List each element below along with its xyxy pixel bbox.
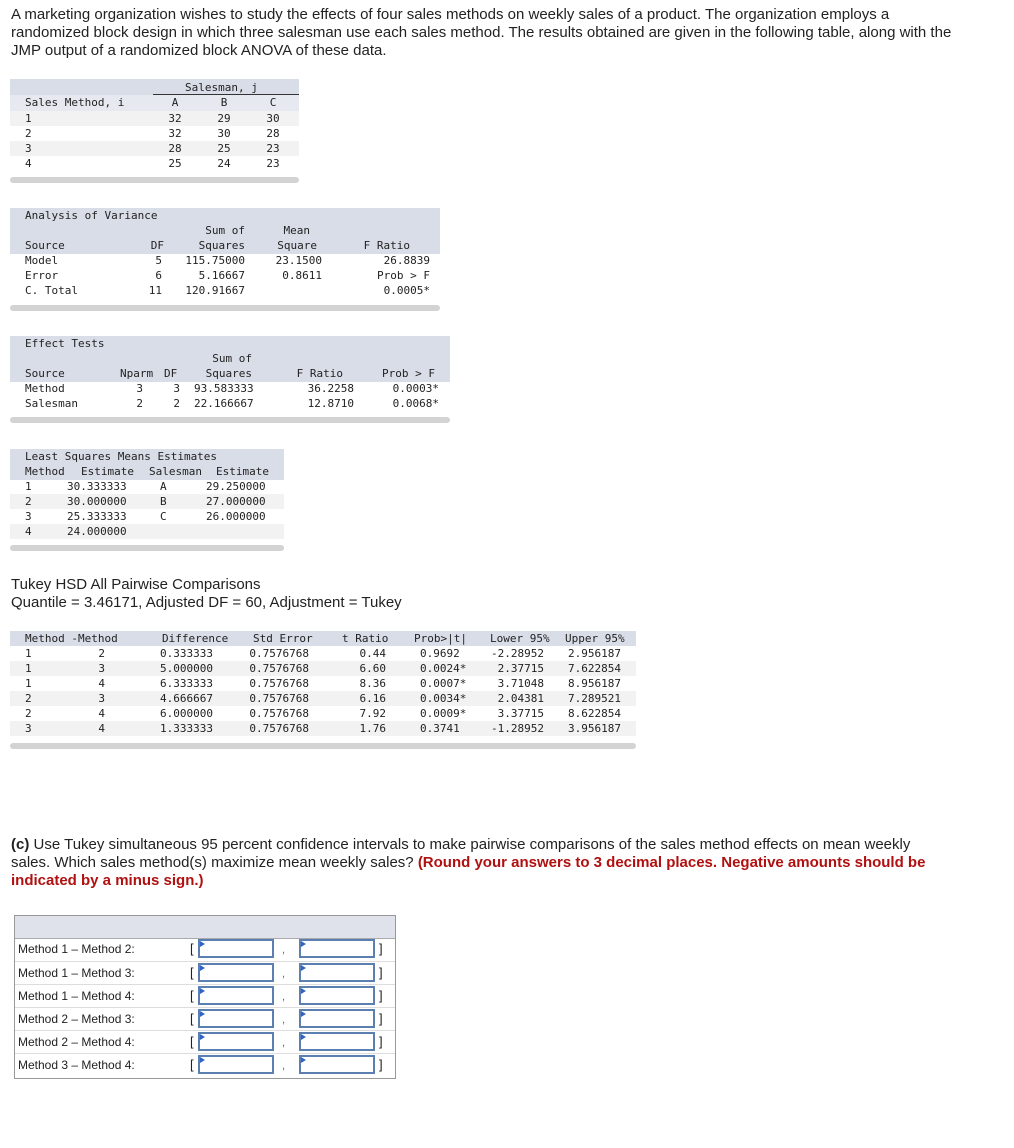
effects-header: Sum of xyxy=(212,352,252,365)
effects-header: Nparm xyxy=(120,367,154,380)
tukey-se-cell: 0.7576768 xyxy=(249,722,309,735)
tukey-p-cell: 0.9692 xyxy=(420,647,460,660)
upper-bound-input[interactable] xyxy=(299,963,375,982)
tukey-diff-cell: 1.333333 xyxy=(160,722,213,735)
effects-header: Squares xyxy=(205,367,252,380)
tukey-method1-cell: 2 xyxy=(25,692,32,705)
tukey-se-cell: 0.7576768 xyxy=(249,662,309,675)
open-bracket: [ xyxy=(190,1057,194,1072)
open-bracket: [ xyxy=(190,941,194,956)
tukey-diff-cell: 5.000000 xyxy=(160,662,213,675)
col-header-b: B xyxy=(220,96,228,109)
lsm-estimate-cell: 30.333333 xyxy=(67,480,127,493)
separator: , xyxy=(282,944,286,956)
tukey-lower-cell: 3.71048 xyxy=(497,677,544,690)
answer-row xyxy=(15,1007,395,1031)
tukey-subtitle: Quantile = 3.46171, Adjusted DF = 60, Adjustment = Tukey xyxy=(11,594,402,611)
table-row-stripe xyxy=(10,141,299,156)
tukey-t-cell: 0.44 xyxy=(359,647,386,660)
method-cell: 3 xyxy=(25,142,32,155)
effects-nparm-cell: 3 xyxy=(136,382,143,395)
anova-ms-cell: 23.1500 xyxy=(275,254,322,267)
tukey-t-cell: 1.76 xyxy=(359,722,386,735)
lsm-method-cell: 2 xyxy=(25,495,32,508)
lsm-header: Estimate xyxy=(216,465,269,478)
effects-source-cell: Salesman xyxy=(25,397,78,410)
lsm-estimate-cell: 25.333333 xyxy=(67,510,127,523)
lsm-method-cell: 3 xyxy=(25,510,32,523)
question-text: Use Tukey simultaneous 95 percent confidence intervals to make pairwise comparisons of the sales method effects on mean weekly sales. Which sales method(s) maximize mean weekly sales? xyxy=(11,836,911,871)
lsm-salesman-cell: A xyxy=(160,480,167,493)
sales-data-table xyxy=(10,79,299,184)
effects-nparm-cell: 2 xyxy=(136,397,143,410)
value-cell: 25 xyxy=(168,157,182,170)
separator: , xyxy=(282,968,286,980)
lsm-method-cell: 1 xyxy=(25,480,32,493)
open-bracket: [ xyxy=(190,988,194,1003)
tukey-title: Tukey HSD All Pairwise Comparisons xyxy=(11,576,261,593)
tukey-se-cell: 0.7576768 xyxy=(249,707,309,720)
question-instruction: (Round your answers to 3 decimal places. Negative amounts should be indicated by a minus sign.) xyxy=(11,854,926,889)
tukey-header: Upper 95% xyxy=(565,632,625,645)
effects-p-cell: 0.0003* xyxy=(392,382,439,395)
value-cell: 23 xyxy=(266,142,280,155)
tukey-diff-cell: 4.666667 xyxy=(160,692,213,705)
answer-row-label: Method 2 – Method 4: xyxy=(18,1035,135,1049)
lsm-header: Salesman xyxy=(149,465,202,478)
anova-df-cell: 6 xyxy=(155,269,162,282)
tukey-header: Lower 95% xyxy=(490,632,550,645)
separator: , xyxy=(282,1037,286,1049)
effects-ss-cell: 93.583333 xyxy=(194,382,254,395)
tukey-lower-cell: 2.04381 xyxy=(497,692,544,705)
tukey-lower-cell: -2.28952 xyxy=(491,647,544,660)
lower-bound-input[interactable] xyxy=(198,963,274,982)
lsm-header: Method xyxy=(25,465,65,478)
tukey-header: Std Error xyxy=(253,632,313,645)
col-header-c: C xyxy=(269,96,277,109)
anova-df-cell: 5 xyxy=(155,254,162,267)
tukey-diff-cell: 6.000000 xyxy=(160,707,213,720)
tukey-header: t Ratio xyxy=(342,632,389,645)
effects-df-cell: 2 xyxy=(173,397,180,410)
salesman-header: Salesman, j xyxy=(185,81,258,94)
tukey-p-cell: 0.0009* xyxy=(420,707,467,720)
anova-header: Source xyxy=(25,239,65,252)
answer-row xyxy=(15,1053,395,1077)
tukey-upper-cell: 8.622854 xyxy=(568,707,621,720)
answer-row-label: Method 1 – Method 4: xyxy=(18,989,135,1003)
tukey-header: Difference xyxy=(162,632,229,645)
upper-bound-input[interactable] xyxy=(299,1055,375,1074)
tukey-header: Prob>|t| xyxy=(414,632,467,645)
effect-tests-table xyxy=(10,336,450,428)
tukey-method1-cell: 1 xyxy=(25,677,32,690)
lsm-salesman-cell: C xyxy=(160,510,167,523)
tukey-method2-cell: 4 xyxy=(98,677,105,690)
tukey-diff-cell: 0.333333 xyxy=(160,647,213,660)
value-cell: 25 xyxy=(217,142,231,155)
close-bracket: ] xyxy=(379,965,383,980)
tukey-method1-cell: 3 xyxy=(25,722,32,735)
answer-row-label: Method 1 – Method 2: xyxy=(18,942,135,956)
upper-bound-input[interactable] xyxy=(299,1009,375,1028)
anova-f-cell: 26.8839 xyxy=(383,254,430,267)
method-cell: 1 xyxy=(25,112,32,125)
answer-row-label: Method 1 – Method 3: xyxy=(18,966,135,980)
close-bracket: ] xyxy=(379,1011,383,1026)
lsm-salesman-estimate-cell: 26.000000 xyxy=(206,510,266,523)
method-cell: 2 xyxy=(25,127,32,140)
anova-ss-cell: 120.91667 xyxy=(185,284,245,297)
lsm-salesman-cell: B xyxy=(160,495,167,508)
tukey-lower-cell: 3.37715 xyxy=(497,707,544,720)
separator: , xyxy=(282,991,286,1003)
table-row-stripe xyxy=(10,524,284,539)
tukey-t-cell: 6.60 xyxy=(359,662,386,675)
effects-title: Effect Tests xyxy=(25,337,105,350)
lsm-salesman-estimate-cell: 29.250000 xyxy=(206,480,266,493)
lsm-title: Least Squares Means Estimates xyxy=(25,450,218,463)
anova-header: Square xyxy=(277,239,317,252)
anova-header: Squares xyxy=(198,239,245,252)
tukey-method1-cell: 1 xyxy=(25,662,32,675)
effects-header: DF xyxy=(164,367,178,380)
tukey-p-cell: 0.0007* xyxy=(420,677,467,690)
tukey-header: Method -Method xyxy=(25,632,118,645)
tukey-se-cell: 0.7576768 xyxy=(249,692,309,705)
tukey-t-cell: 7.92 xyxy=(359,707,386,720)
close-bracket: ] xyxy=(379,941,383,956)
tukey-se-cell: 0.7576768 xyxy=(249,677,309,690)
open-bracket: [ xyxy=(190,1034,194,1049)
value-cell: 32 xyxy=(168,112,182,125)
effects-f-cell: 12.8710 xyxy=(307,397,354,410)
anova-f-cell: Prob > F xyxy=(377,269,430,282)
tukey-table xyxy=(10,631,636,751)
anova-header: Mean xyxy=(283,224,310,237)
upper-bound-input[interactable] xyxy=(299,986,375,1005)
tukey-method2-cell: 4 xyxy=(98,722,105,735)
tukey-method2-cell: 4 xyxy=(98,707,105,720)
separator: , xyxy=(282,1014,286,1026)
answer-row xyxy=(15,1030,395,1054)
tukey-t-cell: 6.16 xyxy=(359,692,386,705)
lsm-estimate-cell: 30.000000 xyxy=(67,495,127,508)
effects-header: Source xyxy=(25,367,65,380)
lsm-header: Estimate xyxy=(81,465,134,478)
tukey-p-cell: 0.0034* xyxy=(420,692,467,705)
tukey-se-cell: 0.7576768 xyxy=(249,647,309,660)
lsm-salesman-estimate-cell: 27.000000 xyxy=(206,495,266,508)
lower-bound-input[interactable] xyxy=(198,1055,274,1074)
tukey-p-cell: 0.0024* xyxy=(420,662,467,675)
answer-row-label: Method 3 – Method 4: xyxy=(18,1058,135,1072)
lower-bound-input[interactable] xyxy=(198,986,274,1005)
answer-row xyxy=(15,961,395,985)
tukey-t-cell: 8.36 xyxy=(359,677,386,690)
tukey-upper-cell: 3.956187 xyxy=(568,722,621,735)
tukey-upper-cell: 7.289521 xyxy=(568,692,621,705)
close-bracket: ] xyxy=(379,988,383,1003)
anova-source-cell: Error xyxy=(25,269,59,282)
tukey-lower-cell: -1.28952 xyxy=(491,722,544,735)
lsm-method-cell: 4 xyxy=(25,525,32,538)
tukey-upper-cell: 7.622854 xyxy=(568,662,621,675)
value-cell: 23 xyxy=(266,157,280,170)
anova-f-cell: 0.0005* xyxy=(383,284,430,297)
value-cell: 28 xyxy=(266,127,280,140)
tukey-diff-cell: 6.333333 xyxy=(160,677,213,690)
value-cell: 32 xyxy=(168,127,182,140)
open-bracket: [ xyxy=(190,965,194,980)
anova-df-cell: 11 xyxy=(148,284,162,297)
value-cell: 30 xyxy=(266,112,280,125)
method-cell: 4 xyxy=(25,157,32,170)
effects-ss-cell: 22.166667 xyxy=(194,397,254,410)
problem-intro: A marketing organization wishes to study the effects of four sales methods on weekly sales of a product. The organization employs a randomized block design in which three salesman use each sales method. The results obtained are given in the following table, along with the JMP output of a randomized block ANOVA of these data. xyxy=(11,6,952,59)
effects-header: Prob > F xyxy=(382,367,435,380)
value-cell: 29 xyxy=(217,112,231,125)
tukey-method2-cell: 3 xyxy=(98,692,105,705)
question-c xyxy=(11,836,931,890)
anova-table xyxy=(10,208,440,313)
answer-row-label: Method 2 – Method 3: xyxy=(18,1012,135,1026)
anova-header: F Ratio xyxy=(363,239,410,252)
lower-bound-input[interactable] xyxy=(198,1032,274,1051)
anova-header: Sum of xyxy=(205,224,245,237)
tukey-method2-cell: 3 xyxy=(98,662,105,675)
upper-bound-input[interactable] xyxy=(299,939,375,958)
lsmeans-table xyxy=(10,449,284,554)
lower-bound-input[interactable] xyxy=(198,1009,274,1028)
answer-row xyxy=(15,938,395,961)
tukey-lower-cell: 2.37715 xyxy=(497,662,544,675)
answer-row xyxy=(15,984,395,1008)
anova-header: DF xyxy=(150,239,164,252)
value-cell: 24 xyxy=(217,157,231,170)
col-header-a: A xyxy=(171,96,179,109)
anova-source-cell: Model xyxy=(25,254,59,267)
open-bracket: [ xyxy=(190,1011,194,1026)
close-bracket: ] xyxy=(379,1034,383,1049)
upper-bound-input[interactable] xyxy=(299,1032,375,1051)
tukey-p-cell: 0.3741 xyxy=(420,722,460,735)
effects-f-cell: 36.2258 xyxy=(307,382,354,395)
method-header: Sales Method, i xyxy=(25,96,125,109)
anova-title: Analysis of Variance xyxy=(25,209,158,222)
lower-bound-input[interactable] xyxy=(198,939,274,958)
effects-p-cell: 0.0068* xyxy=(392,397,439,410)
lsm-estimate-cell: 24.000000 xyxy=(67,525,127,538)
anova-source-cell: C. Total xyxy=(25,284,78,297)
value-cell: 30 xyxy=(217,127,231,140)
tukey-method1-cell: 2 xyxy=(25,707,32,720)
anova-ss-cell: 5.16667 xyxy=(198,269,245,282)
effects-source-cell: Method xyxy=(25,382,65,395)
answer-table xyxy=(14,915,396,1079)
tukey-method1-cell: 1 xyxy=(25,647,32,660)
tukey-upper-cell: 8.956187 xyxy=(568,677,621,690)
effects-df-cell: 3 xyxy=(173,382,180,395)
separator: , xyxy=(282,1060,286,1072)
anova-ss-cell: 115.75000 xyxy=(185,254,245,267)
value-cell: 28 xyxy=(168,142,182,155)
tukey-upper-cell: 2.956187 xyxy=(568,647,621,660)
tukey-method2-cell: 2 xyxy=(98,647,105,660)
close-bracket: ] xyxy=(379,1057,383,1072)
anova-ms-cell: 0.8611 xyxy=(282,269,322,282)
effects-header: F Ratio xyxy=(296,367,343,380)
table-row-stripe xyxy=(10,111,299,126)
question-part: (c) xyxy=(11,836,30,853)
